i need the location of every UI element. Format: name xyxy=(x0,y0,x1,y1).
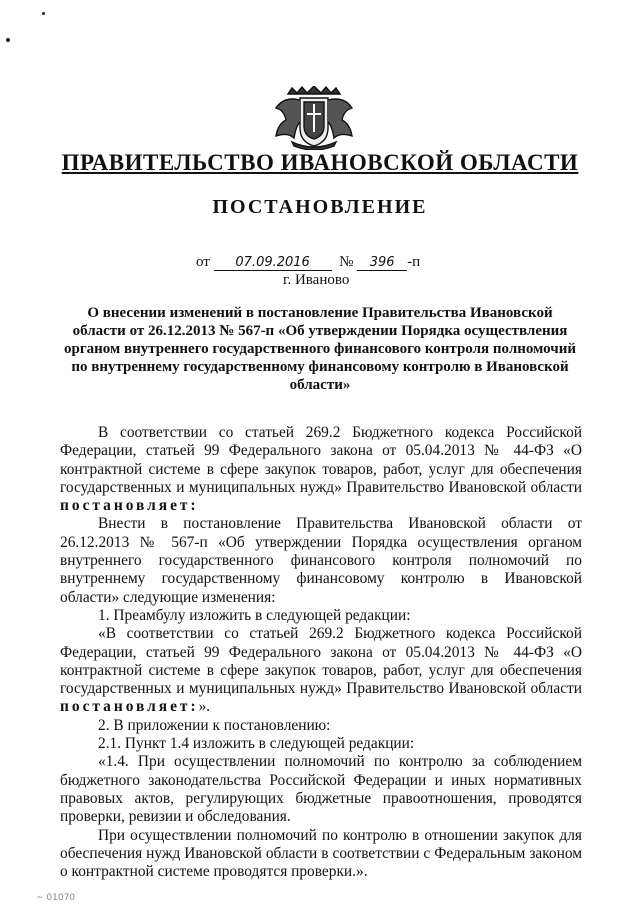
body-paragraph: 1. Преамбулу изложить в следующей редакции: xyxy=(98,606,411,624)
number-suffix: -п xyxy=(407,254,421,270)
government-title: ПРАВИТЕЛЬСТВО ИВАНОВСКОЙ ОБЛАСТИ xyxy=(61,150,579,175)
body-paragraph: 2.1. Пункт 1.4 изложить в следующей редакции: xyxy=(98,735,415,753)
body-paragraph: 2. В приложении к постановлению: xyxy=(98,716,331,734)
body-paragraph: Внести в постановление Правительства Ивановской области от 26.12.2013 № 567-п «Об утверждении Порядка осуществления органом внутреннего государственного финансового контроля полномочий по внутреннему государственному финансовому контролю в Ивановской области» следующие изменения: xyxy=(60,515,582,606)
document-type-title: ПОСТАНОВЛЕНИЕ xyxy=(212,196,428,218)
handwritten-number: 396 xyxy=(357,255,407,271)
date-label: от xyxy=(196,254,210,270)
decree-keyword: постановляет: xyxy=(60,497,199,515)
decree-subject: О внесении изменений в постановление Правительства Ивановской области от 26.12.2013 № 567-п «Об утверждении Порядка осуществления органом внутреннего государственного финансового контроля полномочий по внутреннему государственному финансовому контролю в Ивановской области» xyxy=(64,305,576,393)
scan-speck xyxy=(6,38,10,42)
body-paragraph: «1.4. При осуществлении полномочий по контролю за соблюдением бюджетного законодательства Российской Федерации и иных нормативных правовых актов, регулирующих бюджетные правоотношения, проводятся проверки, ревизии и обследования. xyxy=(60,753,582,826)
body-paragraph: В соответствии со статьей 269.2 Бюджетного кодекса Российской Федерации, статьей 99 Федерального закона от 05.04.2013 № 44-ФЗ «О контрактной системе в сфере закупок товаров, работ, услуг для обеспечения государственных и муниципальных нужд» Правительство Ивановской области постановляет: xyxy=(60,424,582,515)
decree-body xyxy=(60,424,582,881)
date-number-line xyxy=(196,254,420,271)
city-name: г. Иваново xyxy=(283,272,350,288)
decree-keyword: постановляет: xyxy=(60,698,199,716)
coat-of-arms-emblem xyxy=(270,86,358,150)
number-label: № xyxy=(339,254,354,270)
footer-mark: ~ 01070 xyxy=(36,893,76,903)
scan-speck xyxy=(42,12,45,15)
body-paragraph: «В соответствии со статьей 269.2 Бюджетного кодекса Российской Федерации, статьей 99 Федерального закона от 05.04.2013 № 44-ФЗ «О контрактной системе в сфере закупок товаров, работ, услуг для обеспечения государственных и муниципальных нужд» Правительство Ивановской области постановляет:». xyxy=(60,625,582,716)
handwritten-date: 07.09.2016 xyxy=(214,255,332,271)
body-paragraph: При осуществлении полномочий по контролю в отношении закупок для обеспечения нужд Ивановской области в соответствии с Федеральным законом о контрактной системе проводятся проверки.». xyxy=(60,826,582,881)
